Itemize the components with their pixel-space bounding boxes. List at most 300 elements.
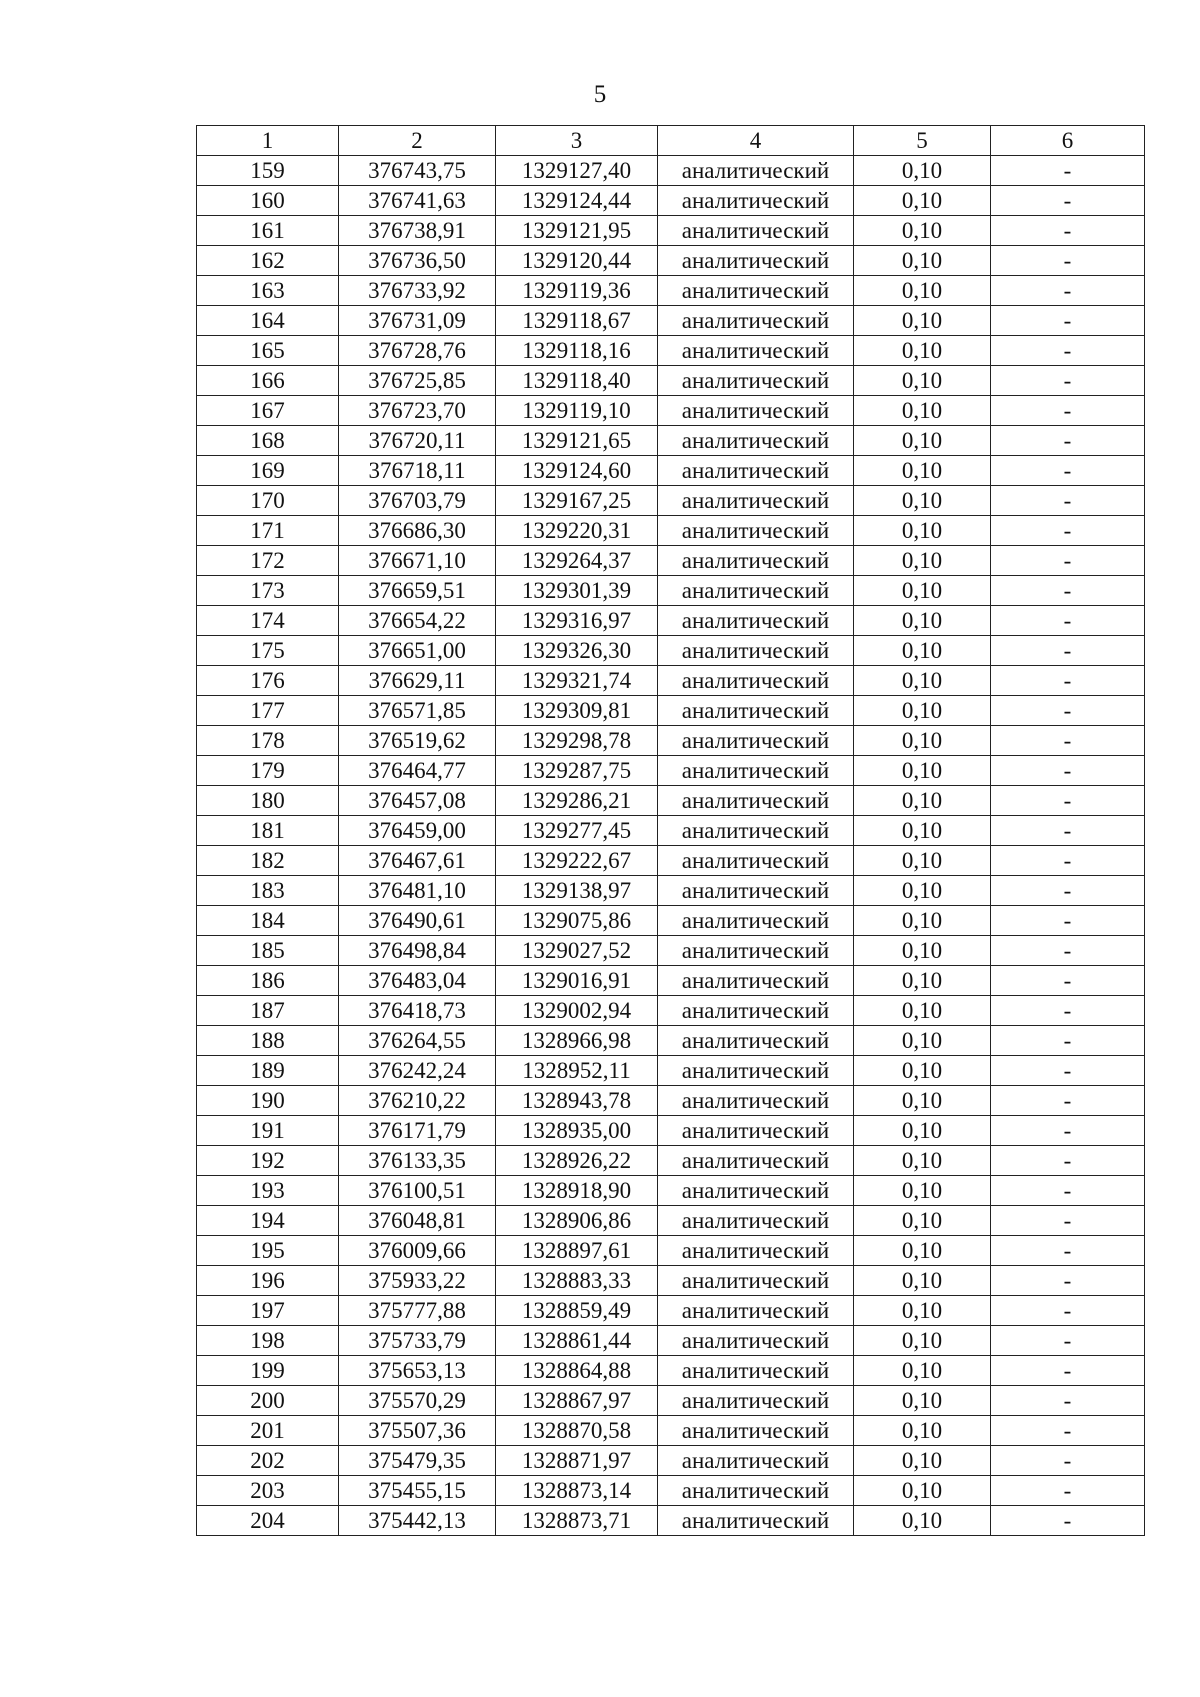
y-coordinate-cell: 1329309,81	[496, 696, 658, 726]
x-coordinate-cell: 375570,29	[339, 1386, 496, 1416]
accuracy-cell: 0,10	[854, 906, 991, 936]
x-coordinate-cell: 375777,88	[339, 1296, 496, 1326]
point-number-cell: 197	[197, 1296, 339, 1326]
accuracy-cell: 0,10	[854, 216, 991, 246]
note-cell: -	[991, 1206, 1145, 1236]
y-coordinate-cell: 1329277,45	[496, 816, 658, 846]
method-cell: аналитический	[658, 456, 854, 486]
note-cell: -	[991, 216, 1145, 246]
x-coordinate-cell: 376133,35	[339, 1146, 496, 1176]
point-number-cell: 187	[197, 996, 339, 1026]
table-header	[197, 126, 1145, 156]
accuracy-cell: 0,10	[854, 546, 991, 576]
table-row	[197, 1266, 1145, 1296]
table-row	[197, 486, 1145, 516]
header-row	[197, 126, 1145, 156]
accuracy-cell: 0,10	[854, 1146, 991, 1176]
point-number-cell: 188	[197, 1026, 339, 1056]
x-coordinate-cell: 376738,91	[339, 216, 496, 246]
method-cell: аналитический	[658, 306, 854, 336]
table-row	[197, 306, 1145, 336]
y-coordinate-cell: 1328864,88	[496, 1356, 658, 1386]
note-cell: -	[991, 1146, 1145, 1176]
note-cell: -	[991, 1116, 1145, 1146]
y-coordinate-cell: 1328966,98	[496, 1026, 658, 1056]
y-coordinate-cell: 1329138,97	[496, 876, 658, 906]
table-row	[197, 666, 1145, 696]
method-cell: аналитический	[658, 1026, 854, 1056]
point-number-cell: 186	[197, 966, 339, 996]
table-row	[197, 1086, 1145, 1116]
x-coordinate-cell: 376009,66	[339, 1236, 496, 1266]
point-number-cell: 166	[197, 366, 339, 396]
method-cell: аналитический	[658, 1446, 854, 1476]
accuracy-cell: 0,10	[854, 1056, 991, 1086]
point-number-cell: 194	[197, 1206, 339, 1236]
method-cell: аналитический	[658, 576, 854, 606]
method-cell: аналитический	[658, 246, 854, 276]
column-header: 3	[496, 126, 658, 156]
y-coordinate-cell: 1328883,33	[496, 1266, 658, 1296]
accuracy-cell: 0,10	[854, 576, 991, 606]
x-coordinate-cell: 376242,24	[339, 1056, 496, 1086]
x-coordinate-cell: 375507,36	[339, 1416, 496, 1446]
table-row	[197, 816, 1145, 846]
accuracy-cell: 0,10	[854, 816, 991, 846]
note-cell: -	[991, 726, 1145, 756]
x-coordinate-cell: 376418,73	[339, 996, 496, 1026]
y-coordinate-cell: 1328873,14	[496, 1476, 658, 1506]
method-cell: аналитический	[658, 366, 854, 396]
y-coordinate-cell: 1329220,31	[496, 516, 658, 546]
note-cell: -	[991, 306, 1145, 336]
column-header: 2	[339, 126, 496, 156]
y-coordinate-cell: 1329301,39	[496, 576, 658, 606]
x-coordinate-cell: 376659,51	[339, 576, 496, 606]
table-row	[197, 1026, 1145, 1056]
column-header: 5	[854, 126, 991, 156]
point-number-cell: 171	[197, 516, 339, 546]
method-cell: аналитический	[658, 756, 854, 786]
note-cell: -	[991, 816, 1145, 846]
method-cell: аналитический	[658, 1086, 854, 1116]
y-coordinate-cell: 1329002,94	[496, 996, 658, 1026]
y-coordinate-cell: 1329118,67	[496, 306, 658, 336]
note-cell: -	[991, 156, 1145, 186]
table-row	[197, 156, 1145, 186]
accuracy-cell: 0,10	[854, 1116, 991, 1146]
method-cell: аналитический	[658, 1476, 854, 1506]
point-number-cell: 164	[197, 306, 339, 336]
method-cell: аналитический	[658, 666, 854, 696]
note-cell: -	[991, 666, 1145, 696]
point-number-cell: 183	[197, 876, 339, 906]
note-cell: -	[991, 486, 1145, 516]
column-header: 6	[991, 126, 1145, 156]
method-cell: аналитический	[658, 966, 854, 996]
table-row	[197, 1476, 1145, 1506]
note-cell: -	[991, 1446, 1145, 1476]
y-coordinate-cell: 1328935,00	[496, 1116, 658, 1146]
note-cell: -	[991, 1386, 1145, 1416]
accuracy-cell: 0,10	[854, 156, 991, 186]
accuracy-cell: 0,10	[854, 396, 991, 426]
y-coordinate-cell: 1329286,21	[496, 786, 658, 816]
point-number-cell: 179	[197, 756, 339, 786]
point-number-cell: 192	[197, 1146, 339, 1176]
table-row	[197, 396, 1145, 426]
accuracy-cell: 0,10	[854, 1476, 991, 1506]
accuracy-cell: 0,10	[854, 426, 991, 456]
x-coordinate-cell: 376720,11	[339, 426, 496, 456]
point-number-cell: 169	[197, 456, 339, 486]
table-body	[197, 156, 1145, 1536]
method-cell: аналитический	[658, 1506, 854, 1536]
x-coordinate-cell: 376728,76	[339, 336, 496, 366]
y-coordinate-cell: 1328867,97	[496, 1386, 658, 1416]
x-coordinate-cell: 376733,92	[339, 276, 496, 306]
note-cell: -	[991, 966, 1145, 996]
x-coordinate-cell: 376171,79	[339, 1116, 496, 1146]
table-row	[197, 1116, 1145, 1146]
accuracy-cell: 0,10	[854, 876, 991, 906]
point-number-cell: 163	[197, 276, 339, 306]
table-row	[197, 1056, 1145, 1086]
column-header: 1	[197, 126, 339, 156]
accuracy-cell: 0,10	[854, 1356, 991, 1386]
method-cell: аналитический	[658, 1416, 854, 1446]
point-number-cell: 193	[197, 1176, 339, 1206]
note-cell: -	[991, 426, 1145, 456]
x-coordinate-cell: 375653,13	[339, 1356, 496, 1386]
y-coordinate-cell: 1329121,65	[496, 426, 658, 456]
point-number-cell: 162	[197, 246, 339, 276]
point-number-cell: 196	[197, 1266, 339, 1296]
accuracy-cell: 0,10	[854, 276, 991, 306]
accuracy-cell: 0,10	[854, 726, 991, 756]
y-coordinate-cell: 1328861,44	[496, 1326, 658, 1356]
note-cell: -	[991, 936, 1145, 966]
accuracy-cell: 0,10	[854, 486, 991, 516]
point-number-cell: 195	[197, 1236, 339, 1266]
table-row	[197, 636, 1145, 666]
x-coordinate-cell: 376723,70	[339, 396, 496, 426]
accuracy-cell: 0,10	[854, 1236, 991, 1266]
note-cell: -	[991, 696, 1145, 726]
accuracy-cell: 0,10	[854, 666, 991, 696]
table-row	[197, 426, 1145, 456]
x-coordinate-cell: 376519,62	[339, 726, 496, 756]
table-row	[197, 726, 1145, 756]
y-coordinate-cell: 1329118,16	[496, 336, 658, 366]
method-cell: аналитический	[658, 636, 854, 666]
note-cell: -	[991, 636, 1145, 666]
y-coordinate-cell: 1328870,58	[496, 1416, 658, 1446]
x-coordinate-cell: 376743,75	[339, 156, 496, 186]
table-row	[197, 216, 1145, 246]
method-cell: аналитический	[658, 816, 854, 846]
method-cell: аналитический	[658, 1236, 854, 1266]
point-number-cell: 160	[197, 186, 339, 216]
note-cell: -	[991, 1326, 1145, 1356]
x-coordinate-cell: 376654,22	[339, 606, 496, 636]
table-row	[197, 186, 1145, 216]
table-row	[197, 1386, 1145, 1416]
x-coordinate-cell: 376731,09	[339, 306, 496, 336]
y-coordinate-cell: 1329222,67	[496, 846, 658, 876]
x-coordinate-cell: 376459,00	[339, 816, 496, 846]
y-coordinate-cell: 1329167,25	[496, 486, 658, 516]
note-cell: -	[991, 906, 1145, 936]
method-cell: аналитический	[658, 906, 854, 936]
note-cell: -	[991, 606, 1145, 636]
point-number-cell: 200	[197, 1386, 339, 1416]
note-cell: -	[991, 996, 1145, 1026]
table-row	[197, 1326, 1145, 1356]
y-coordinate-cell: 1329118,40	[496, 366, 658, 396]
table-row	[197, 246, 1145, 276]
note-cell: -	[991, 1176, 1145, 1206]
table-row	[197, 1506, 1145, 1536]
point-number-cell: 199	[197, 1356, 339, 1386]
method-cell: аналитический	[658, 1296, 854, 1326]
accuracy-cell: 0,10	[854, 936, 991, 966]
y-coordinate-cell: 1329316,97	[496, 606, 658, 636]
table-row	[197, 606, 1145, 636]
point-number-cell: 191	[197, 1116, 339, 1146]
point-number-cell: 202	[197, 1446, 339, 1476]
note-cell: -	[991, 396, 1145, 426]
x-coordinate-cell: 375479,35	[339, 1446, 496, 1476]
y-coordinate-cell: 1328859,49	[496, 1296, 658, 1326]
y-coordinate-cell: 1329027,52	[496, 936, 658, 966]
method-cell: аналитический	[658, 1266, 854, 1296]
point-number-cell: 203	[197, 1476, 339, 1506]
point-number-cell: 182	[197, 846, 339, 876]
note-cell: -	[991, 1356, 1145, 1386]
method-cell: аналитический	[658, 486, 854, 516]
point-number-cell: 204	[197, 1506, 339, 1536]
note-cell: -	[991, 546, 1145, 576]
table-row	[197, 576, 1145, 606]
coordinates-table	[196, 125, 1145, 1536]
method-cell: аналитический	[658, 996, 854, 1026]
page-number: 5	[593, 81, 607, 108]
point-number-cell: 173	[197, 576, 339, 606]
method-cell: аналитический	[658, 1326, 854, 1356]
point-number-cell: 159	[197, 156, 339, 186]
x-coordinate-cell: 376725,85	[339, 366, 496, 396]
accuracy-cell: 0,10	[854, 1446, 991, 1476]
accuracy-cell: 0,10	[854, 1296, 991, 1326]
method-cell: аналитический	[658, 426, 854, 456]
y-coordinate-cell: 1329075,86	[496, 906, 658, 936]
x-coordinate-cell: 376464,77	[339, 756, 496, 786]
table-row	[197, 1296, 1145, 1326]
table-row	[197, 1206, 1145, 1236]
accuracy-cell: 0,10	[854, 1176, 991, 1206]
method-cell: аналитический	[658, 516, 854, 546]
note-cell: -	[991, 786, 1145, 816]
accuracy-cell: 0,10	[854, 606, 991, 636]
table-row	[197, 546, 1145, 576]
x-coordinate-cell: 376736,50	[339, 246, 496, 276]
y-coordinate-cell: 1329298,78	[496, 726, 658, 756]
x-coordinate-cell: 376718,11	[339, 456, 496, 486]
x-coordinate-cell: 376571,85	[339, 696, 496, 726]
note-cell: -	[991, 876, 1145, 906]
method-cell: аналитический	[658, 1176, 854, 1206]
y-coordinate-cell: 1329287,75	[496, 756, 658, 786]
point-number-cell: 201	[197, 1416, 339, 1446]
point-number-cell: 174	[197, 606, 339, 636]
note-cell: -	[991, 1296, 1145, 1326]
y-coordinate-cell: 1328926,22	[496, 1146, 658, 1176]
point-number-cell: 190	[197, 1086, 339, 1116]
method-cell: аналитический	[658, 1056, 854, 1086]
accuracy-cell: 0,10	[854, 786, 991, 816]
note-cell: -	[991, 366, 1145, 396]
accuracy-cell: 0,10	[854, 336, 991, 366]
method-cell: аналитический	[658, 1356, 854, 1386]
table-row	[197, 366, 1145, 396]
accuracy-cell: 0,10	[854, 1506, 991, 1536]
table-row	[197, 276, 1145, 306]
note-cell: -	[991, 1506, 1145, 1536]
y-coordinate-cell: 1329121,95	[496, 216, 658, 246]
table-row	[197, 786, 1145, 816]
y-coordinate-cell: 1329120,44	[496, 246, 658, 276]
note-cell: -	[991, 846, 1145, 876]
method-cell: аналитический	[658, 156, 854, 186]
column-header: 4	[658, 126, 854, 156]
x-coordinate-cell: 376498,84	[339, 936, 496, 966]
y-coordinate-cell: 1329321,74	[496, 666, 658, 696]
accuracy-cell: 0,10	[854, 636, 991, 666]
x-coordinate-cell: 376264,55	[339, 1026, 496, 1056]
y-coordinate-cell: 1329016,91	[496, 966, 658, 996]
table-row	[197, 756, 1145, 786]
x-coordinate-cell: 375455,15	[339, 1476, 496, 1506]
table-row	[197, 336, 1145, 366]
table-row	[197, 846, 1145, 876]
method-cell: аналитический	[658, 186, 854, 216]
table-row	[197, 1356, 1145, 1386]
x-coordinate-cell: 376651,00	[339, 636, 496, 666]
method-cell: аналитический	[658, 216, 854, 246]
table-row	[197, 876, 1145, 906]
method-cell: аналитический	[658, 336, 854, 366]
note-cell: -	[991, 456, 1145, 486]
accuracy-cell: 0,10	[854, 996, 991, 1026]
accuracy-cell: 0,10	[854, 1206, 991, 1236]
table-row	[197, 1146, 1145, 1176]
point-number-cell: 178	[197, 726, 339, 756]
note-cell: -	[991, 336, 1145, 366]
table-row	[197, 516, 1145, 546]
point-number-cell: 198	[197, 1326, 339, 1356]
method-cell: аналитический	[658, 1386, 854, 1416]
accuracy-cell: 0,10	[854, 696, 991, 726]
accuracy-cell: 0,10	[854, 306, 991, 336]
note-cell: -	[991, 1476, 1145, 1506]
method-cell: аналитический	[658, 1116, 854, 1146]
point-number-cell: 185	[197, 936, 339, 966]
point-number-cell: 175	[197, 636, 339, 666]
accuracy-cell: 0,10	[854, 366, 991, 396]
point-number-cell: 165	[197, 336, 339, 366]
y-coordinate-cell: 1329264,37	[496, 546, 658, 576]
accuracy-cell: 0,10	[854, 1026, 991, 1056]
y-coordinate-cell: 1329124,44	[496, 186, 658, 216]
y-coordinate-cell: 1329326,30	[496, 636, 658, 666]
x-coordinate-cell: 376457,08	[339, 786, 496, 816]
method-cell: аналитический	[658, 606, 854, 636]
accuracy-cell: 0,10	[854, 1266, 991, 1296]
accuracy-cell: 0,10	[854, 516, 991, 546]
y-coordinate-cell: 1329127,40	[496, 156, 658, 186]
method-cell: аналитический	[658, 726, 854, 756]
y-coordinate-cell: 1328952,11	[496, 1056, 658, 1086]
method-cell: аналитический	[658, 786, 854, 816]
y-coordinate-cell: 1328871,97	[496, 1446, 658, 1476]
point-number-cell: 170	[197, 486, 339, 516]
note-cell: -	[991, 1266, 1145, 1296]
note-cell: -	[991, 1236, 1145, 1266]
point-number-cell: 180	[197, 786, 339, 816]
note-cell: -	[991, 516, 1145, 546]
accuracy-cell: 0,10	[854, 966, 991, 996]
x-coordinate-cell: 375442,13	[339, 1506, 496, 1536]
accuracy-cell: 0,10	[854, 756, 991, 786]
x-coordinate-cell: 376210,22	[339, 1086, 496, 1116]
note-cell: -	[991, 756, 1145, 786]
table-row	[197, 996, 1145, 1026]
table-row	[197, 966, 1145, 996]
accuracy-cell: 0,10	[854, 1416, 991, 1446]
accuracy-cell: 0,10	[854, 246, 991, 276]
x-coordinate-cell: 376467,61	[339, 846, 496, 876]
accuracy-cell: 0,10	[854, 1086, 991, 1116]
table-row	[197, 1176, 1145, 1206]
y-coordinate-cell: 1328943,78	[496, 1086, 658, 1116]
x-coordinate-cell: 376741,63	[339, 186, 496, 216]
point-number-cell: 177	[197, 696, 339, 726]
point-number-cell: 189	[197, 1056, 339, 1086]
accuracy-cell: 0,10	[854, 1386, 991, 1416]
method-cell: аналитический	[658, 1146, 854, 1176]
x-coordinate-cell: 375733,79	[339, 1326, 496, 1356]
note-cell: -	[991, 1026, 1145, 1056]
point-number-cell: 168	[197, 426, 339, 456]
accuracy-cell: 0,10	[854, 186, 991, 216]
note-cell: -	[991, 576, 1145, 606]
method-cell: аналитический	[658, 846, 854, 876]
method-cell: аналитический	[658, 396, 854, 426]
point-number-cell: 172	[197, 546, 339, 576]
y-coordinate-cell: 1328906,86	[496, 1206, 658, 1236]
y-coordinate-cell: 1329119,10	[496, 396, 658, 426]
method-cell: аналитический	[658, 276, 854, 306]
x-coordinate-cell: 375933,22	[339, 1266, 496, 1296]
table-row	[197, 1446, 1145, 1476]
x-coordinate-cell: 376490,61	[339, 906, 496, 936]
method-cell: аналитический	[658, 546, 854, 576]
note-cell: -	[991, 1416, 1145, 1446]
table-row	[197, 1416, 1145, 1446]
x-coordinate-cell: 376671,10	[339, 546, 496, 576]
y-coordinate-cell: 1328918,90	[496, 1176, 658, 1206]
